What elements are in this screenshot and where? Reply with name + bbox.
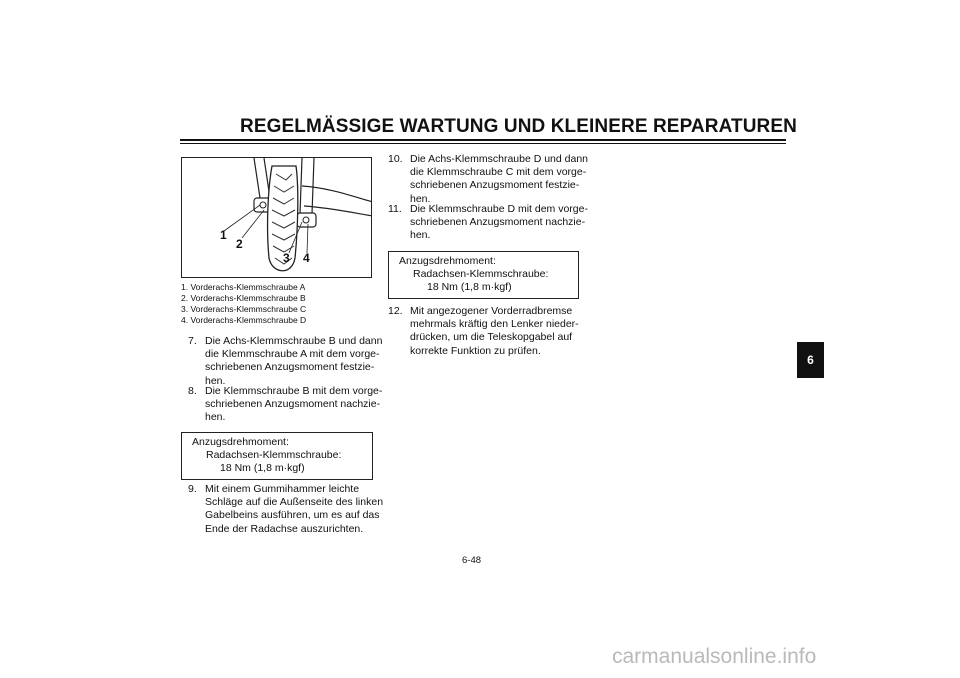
spec-value: 18 Nm (1,8 m·kgf) <box>220 462 305 475</box>
figure-captions <box>181 282 306 326</box>
step-line: die Klemmschraube C mit dem vorge- <box>410 166 587 179</box>
step-line: Die Achs-Klemmschraube D und dann <box>410 153 589 165</box>
page-title: REGELMÄSSIGE WARTUNG UND KLEINERE REPARATUREN <box>240 116 797 137</box>
step-line: Mit angezogener Vorderradbremse <box>410 305 573 317</box>
caption-1: 1. Vorderachs-Klemmschraube A <box>181 282 306 292</box>
step-line: schriebenen Anzugsmoment nachzie- <box>410 216 586 229</box>
chapter-tab: 6 <box>797 342 824 378</box>
step-line: drücken, um die Teleskopgabel auf <box>410 331 573 344</box>
caption-2: 2. Vorderachs-Klemmschraube B <box>181 293 306 303</box>
step-11 <box>388 203 588 243</box>
step-line: Ende der Radachse auszurichten. <box>205 522 364 535</box>
step-12 <box>388 305 588 358</box>
page-number: 6-48 <box>462 555 482 566</box>
step-line: hen. <box>410 192 431 205</box>
torque-spec-box <box>388 251 579 299</box>
watermark: carmanualsonline.info <box>612 645 817 668</box>
caption-4: 4. Vorderachs-Klemmschraube D <box>181 315 307 325</box>
spec-label: Anzugsdrehmoment: <box>399 255 496 267</box>
header-rule <box>180 139 786 141</box>
step-number: 8. <box>188 385 197 397</box>
step-line: schriebenen Anzugsmoment nachzie- <box>205 398 381 411</box>
fork-illustration <box>181 157 372 278</box>
fork-drawing <box>182 158 372 278</box>
step-line: die Klemmschraube A mit dem vorge- <box>205 348 380 361</box>
step-8 <box>188 385 388 425</box>
torque-spec-box <box>181 432 373 480</box>
step-7 <box>188 335 388 388</box>
callout-2: 2 <box>236 237 243 251</box>
spec-item: Radachsen-Klemmschraube: <box>206 449 342 462</box>
step-line: Schläge auf die Außenseite des linken <box>205 496 384 509</box>
step-line: Mit einem Gummihammer leichte <box>205 483 360 495</box>
callout-4: 4 <box>303 251 310 265</box>
step-number: 12. <box>388 305 403 317</box>
callout-3: 3 <box>283 251 290 265</box>
step-line: Die Klemmschraube D mit dem vorge- <box>410 203 588 215</box>
spec-label: Anzugsdrehmoment: <box>192 436 289 448</box>
step-10 <box>388 153 588 206</box>
spec-value: 18 Nm (1,8 m·kgf) <box>427 281 512 294</box>
step-line: mehrmals kräftig den Lenker nieder- <box>410 318 579 331</box>
step-line: hen. <box>410 229 431 242</box>
step-9 <box>188 483 388 536</box>
header-rule-thin <box>180 143 786 144</box>
step-number: 11. <box>388 203 402 215</box>
step-line: korrekte Funktion zu prüfen. <box>410 344 541 357</box>
callout-1: 1 <box>220 228 227 242</box>
step-number: 9. <box>188 483 197 495</box>
caption-3: 3. Vorderachs-Klemmschraube C <box>181 304 307 314</box>
step-line: hen. <box>205 374 226 387</box>
step-line: Die Klemmschraube B mit dem vorge- <box>205 385 383 397</box>
step-line: schriebenen Anzugsmoment festzie- <box>410 179 580 192</box>
step-line: Die Achs-Klemmschraube B und dann <box>205 335 383 347</box>
step-number: 10. <box>388 153 403 165</box>
step-line: Gabelbeins ausführen, um es auf das <box>205 509 380 522</box>
step-number: 7. <box>188 335 197 347</box>
step-line: hen. <box>205 411 226 424</box>
spec-item: Radachsen-Klemmschraube: <box>413 268 549 281</box>
step-line: schriebenen Anzugsmoment festzie- <box>205 361 375 374</box>
